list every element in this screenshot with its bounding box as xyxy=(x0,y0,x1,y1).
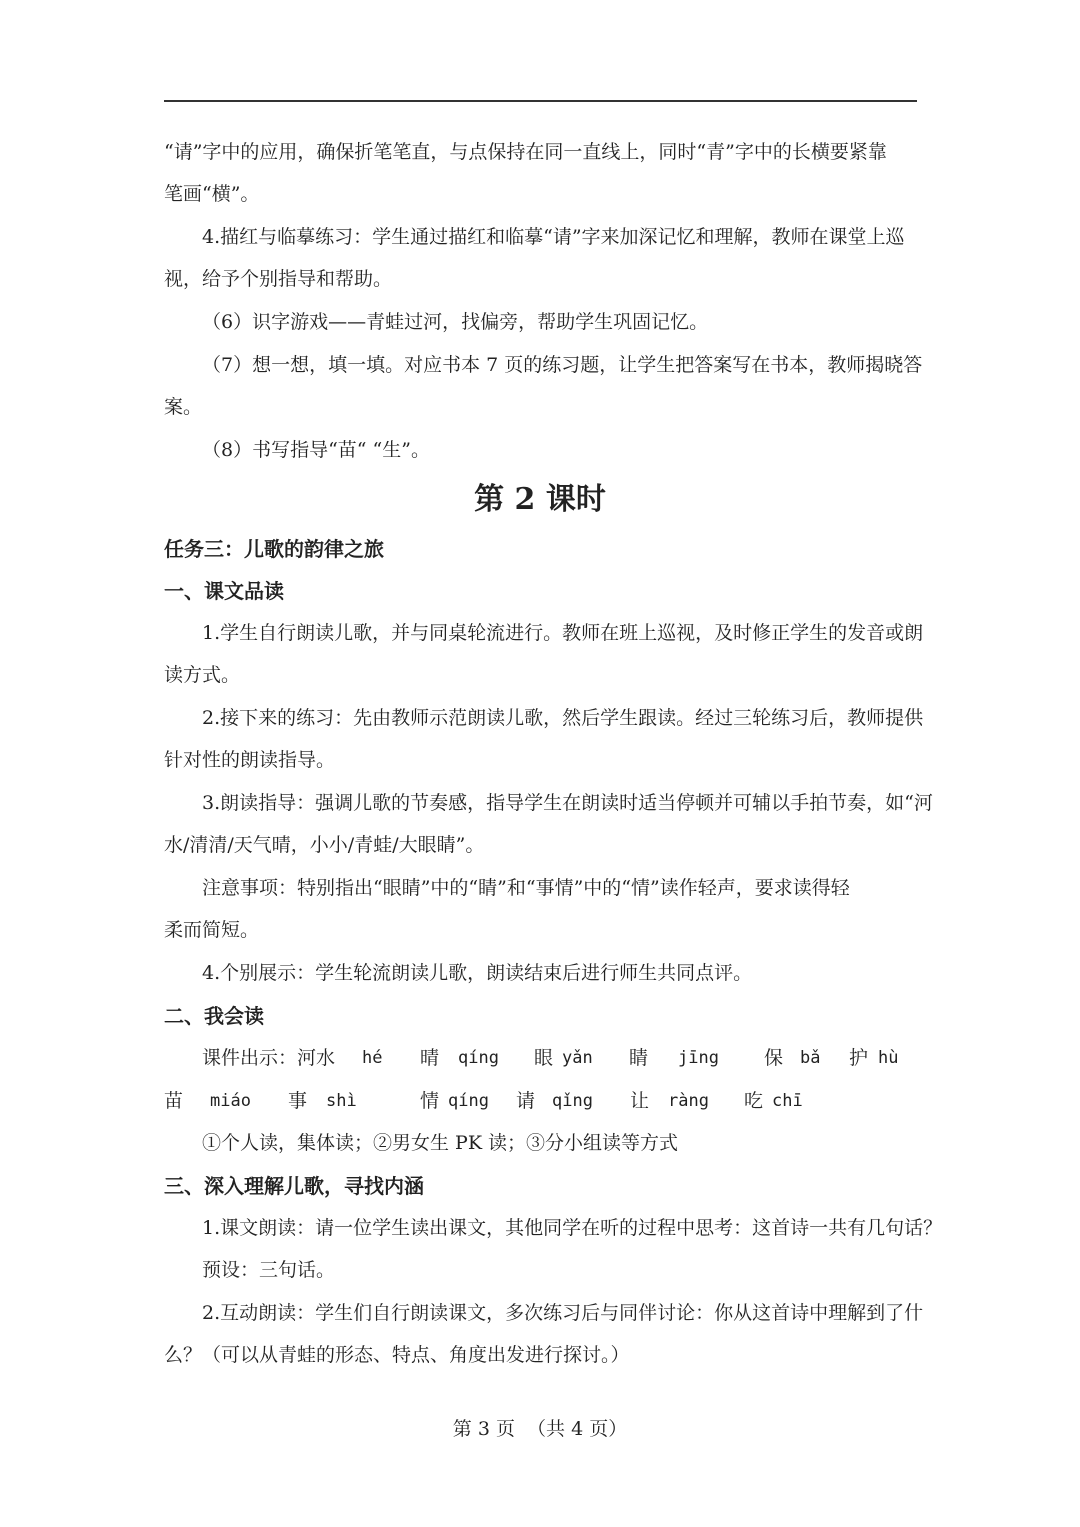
header-rule xyxy=(164,100,917,102)
paragraph-line: 针对性的朗读指导。 xyxy=(164,749,336,771)
pinyin: qíng xyxy=(448,1091,489,1111)
paragraph-line: 1.课文朗读：请一位学生读出课文，其他同学在听的过程中思考：这首诗一共有几句话？ xyxy=(202,1217,943,1239)
pinyin: yǎn xyxy=(562,1048,593,1068)
paragraph-line: 2.互动朗读：学生们自行朗读课文，多次练习后与同伴讨论：你从这首诗中理解到了什 xyxy=(202,1302,924,1324)
paragraph-line: （6）识字游戏——青蛙过河，找偏旁，帮助学生巩固记忆。 xyxy=(202,311,709,333)
pinyin: jīng xyxy=(678,1048,719,1068)
paragraph-line: （7）想一想，填一填。对应书本 7 页的练习题，让学生把答案写在书本，教师揭晓答 xyxy=(202,354,923,376)
paragraph-line: 柔而简短。 xyxy=(164,919,260,941)
paragraph-line: 笔画“横”。 xyxy=(164,183,260,205)
character: 保 xyxy=(764,1047,784,1069)
section-heading: 三、深入理解儿歌，寻找内涵 xyxy=(164,1174,424,1198)
reading-methods: ①个人读，集体读；②男女生 PK 读；③分小组读等方式 xyxy=(202,1132,679,1154)
paragraph-line: 4.个别展示：学生轮流朗读儿歌，朗读结束后进行师生共同点评。 xyxy=(202,962,753,984)
pinyin: miáo xyxy=(210,1091,251,1111)
paragraph-line: 水/清清/天气晴，小小/青蛙/大眼睛”。 xyxy=(164,834,485,856)
pinyin-row xyxy=(164,1044,924,1072)
section-heading: 二、我会读 xyxy=(164,1004,264,1028)
paragraph-line: 注意事项：特别指出“眼睛”中的“睛”和“事情”中的“情”读作轻声，要求读得轻 xyxy=(202,877,850,899)
pinyin: qíng xyxy=(458,1048,499,1068)
character: 晴 xyxy=(420,1047,440,1069)
task-heading: 任务三：儿歌的韵律之旅 xyxy=(164,537,384,561)
character: 情 xyxy=(420,1090,440,1112)
pinyin: bǎ xyxy=(800,1048,821,1068)
paragraph-line: 预设：三句话。 xyxy=(202,1259,336,1281)
paragraph-line: 1.学生自行朗读儿歌，并与同桌轮流进行。教师在班上巡视，及时修正学生的发音或朗 xyxy=(202,622,924,644)
pinyin: chī xyxy=(772,1091,803,1111)
character: 护 xyxy=(849,1047,869,1069)
pinyin: ràng xyxy=(668,1091,709,1111)
section-heading: 一、课文品读 xyxy=(164,579,284,603)
paragraph-line: 4.描红与临摹练习：学生通过描红和临摹“请”字来加深记忆和理解，教师在课堂上巡 xyxy=(202,226,905,248)
character: 苗 xyxy=(164,1090,184,1112)
pinyin-prefix: 课件出示：河水 xyxy=(202,1047,336,1069)
page-number: 第 3 页 （共 4 页） xyxy=(452,1418,628,1440)
pinyin: hé xyxy=(362,1048,383,1068)
paragraph-line: 2.接下来的练习：先由教师示范朗读儿歌，然后学生跟读。经过三轮练习后，教师提供 xyxy=(202,707,924,729)
character: 睛 xyxy=(629,1047,649,1069)
paragraph-line: 视，给予个别指导和帮助。 xyxy=(164,268,393,290)
pinyin: shì xyxy=(326,1091,357,1111)
character: 吃 xyxy=(744,1090,764,1112)
character: 请 xyxy=(516,1090,536,1112)
pinyin: hù xyxy=(878,1048,899,1068)
character: 事 xyxy=(288,1090,308,1112)
paragraph-line: 读方式。 xyxy=(164,664,241,686)
pinyin-row xyxy=(164,1087,924,1115)
paragraph-line: “请”字中的应用，确保折笔笔直，与点保持在同一直线上，同时“青”字中的长横要紧靠 xyxy=(164,141,887,163)
paragraph-line: 么？（可以从青蛙的形态、特点、角度出发进行探讨。） xyxy=(164,1344,630,1366)
paragraph-line: （8）书写指导“苗“ “生”。 xyxy=(202,439,430,461)
lesson-title: 第 2 课时 xyxy=(474,482,606,517)
character: 眼 xyxy=(534,1047,554,1069)
character: 让 xyxy=(630,1090,650,1112)
pinyin: qǐng xyxy=(552,1091,593,1111)
paragraph-line: 3.朗读指导：强调儿歌的节奏感，指导学生在朗读时适当停顿并可辅以手拍节奏，如“河 xyxy=(202,792,933,814)
paragraph-line: 案。 xyxy=(164,396,203,418)
